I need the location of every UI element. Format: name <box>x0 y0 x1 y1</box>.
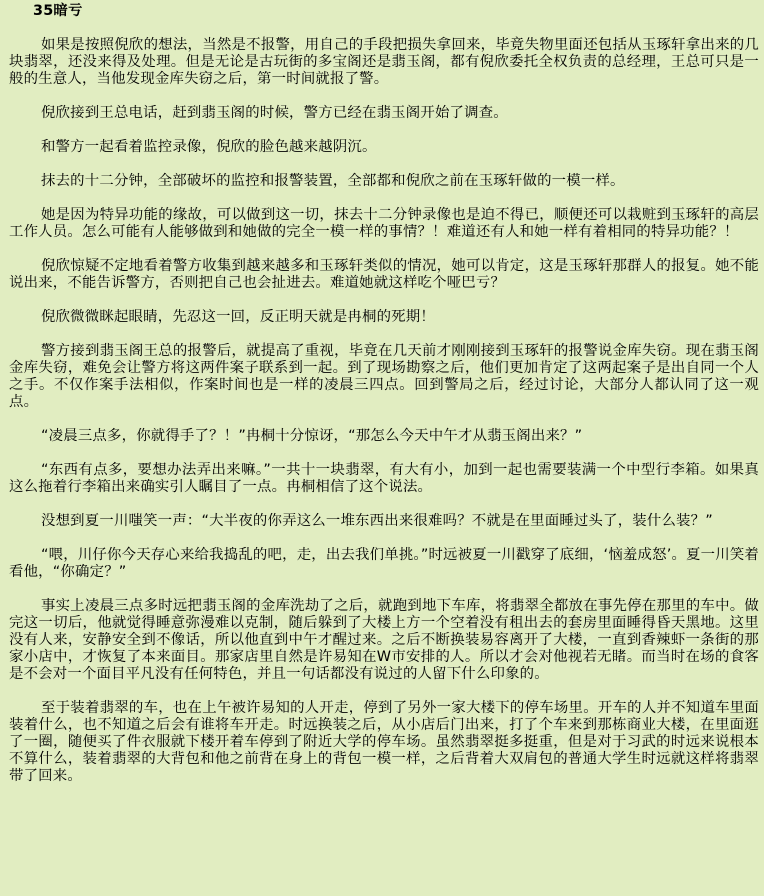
paragraph: 倪欣微微眯起眼睛，先忍这一回，反正明天就是冉桐的死期！ <box>41 309 435 325</box>
paragraph: “凌晨三点多，你就得手了？！”冉桐十分惊讶，“那怎么今天中午才从翡玉阁出来？” <box>41 428 583 444</box>
paragraph: 她是因为特异功能的缘故，可以做到这一切，抹去十二分钟录像也是迫不得已，顺便还可以栽赃到玉琢轩的高层工作人员。怎么可能有人能够做到和她做的完全一模一样的事情？！难道还有人和她一样有着相同的特异功能？！ <box>9 207 759 240</box>
chapter-title: 35暗亏 <box>33 3 83 19</box>
paragraph: 抹去的十二分钟，全部破坏的监控和报警装置，全部都和倪欣之前在玉琢轩做的一模一样。 <box>41 173 625 189</box>
paragraph: “东西有点多，要想办法弄出来嘛。”一共十一块翡翠，有大有小，加到一起也需要装满一个中型行李箱。如果真这么拖着行李箱出来确实引人瞩目了一点。冉桐相信了这个说法。 <box>9 462 759 495</box>
paragraph: 事实上凌晨三点多时远把翡玉阁的金库洗劫了之后，就跑到地下车库，将翡翠全都放在事先停在那里的车中。做完这一切后，他就觉得睡意弥漫难以克制，随后躲到了大楼上方一个空着没有租出去的套房里面睡得昏天黑地。这里没有人来，安静安全到不像话，所以他直到中午才醒过来。之后不断换装易容离开了大楼，一直到香辣虾一条街的那家小店中，才恢复了本来面目。那家店里自然是许易知在W市安排的人。所以才会对他视若无睹。而当时在场的食客是不会对一个面目平凡没有任何特色，并且一句话都没有说过的人留下什么印象的。 <box>9 598 759 682</box>
document-page <box>9 3 759 785</box>
paragraph: 和警方一起看着监控录像，倪欣的脸色越来越阴沉。 <box>41 139 377 155</box>
paragraph: “喂，川仔你今天存心来给我捣乱的吧，走，出去我们单挑。”时远被夏一川戳穿了底细，‘恼羞成怒’。夏一川笑着看他，“你确定？” <box>9 547 760 580</box>
paragraph: 没想到夏一川嗤笑一声：“大半夜的你弄这么一堆东西出来很难吗？不就是在里面睡过头了，装什么装？” <box>41 513 713 529</box>
paragraph: 至于装着翡翠的车，也在上午被许易知的人开走，停到了另外一家大楼下的停车场里。开车的人并不知道车里面装着什么，也不知道之后会有谁将车开走。时远换装之后，从小店后门出来，打了个车来到那栋商业大楼，在里面逛了一圈，随便买了件衣服就下楼开着车停到了附近大学的停车场。虽然翡翠挺多挺重，但是对于习武的时远来说根本不算什么，装着翡翠的大背包和他之前背在身上的背包一模一样，之后背着大双肩包的普通大学生时远就这样将翡翠带了回来。 <box>9 700 759 784</box>
paragraph: 如果是按照倪欣的想法，当然是不报警，用自己的手段把损失拿回来，毕竟失物里面还包括从玉琢轩拿出来的几块翡翠，还没来得及处理。但是无论是古玩街的多宝阁还是翡玉阁，都有倪欣委托全权负责的总经理，王总可只是一般的生意人，当他发现金库失窃之后，第一时间就报了警。 <box>9 37 759 87</box>
paragraph: 倪欣接到王总电话，赶到翡玉阁的时候，警方已经在翡玉阁开始了调查。 <box>41 105 508 121</box>
paragraph: 警方接到翡玉阁王总的报警后，就提高了重视，毕竟在几天前才刚刚接到玉琢轩的报警说金库失窃。现在翡玉阁金库失窃，难免会让警方将这两件案子联系到一起。到了现场勘察之后，他们更加肯定了这两起案子是出自同一个人之手。不仅作案手法相似，作案时间也是一样的凌晨三四点。回到警局之后，经过讨论，大部分人都认同了这一观点。 <box>9 343 759 410</box>
paragraph: 倪欣惊疑不定地看着警方收集到越来越多和玉琢轩类似的情况，她可以肯定，这是玉琢轩那群人的报复。她不能说出来，不能告诉警方，否则把自己也会扯进去。难道她就这样吃个哑巴亏？ <box>9 258 759 291</box>
